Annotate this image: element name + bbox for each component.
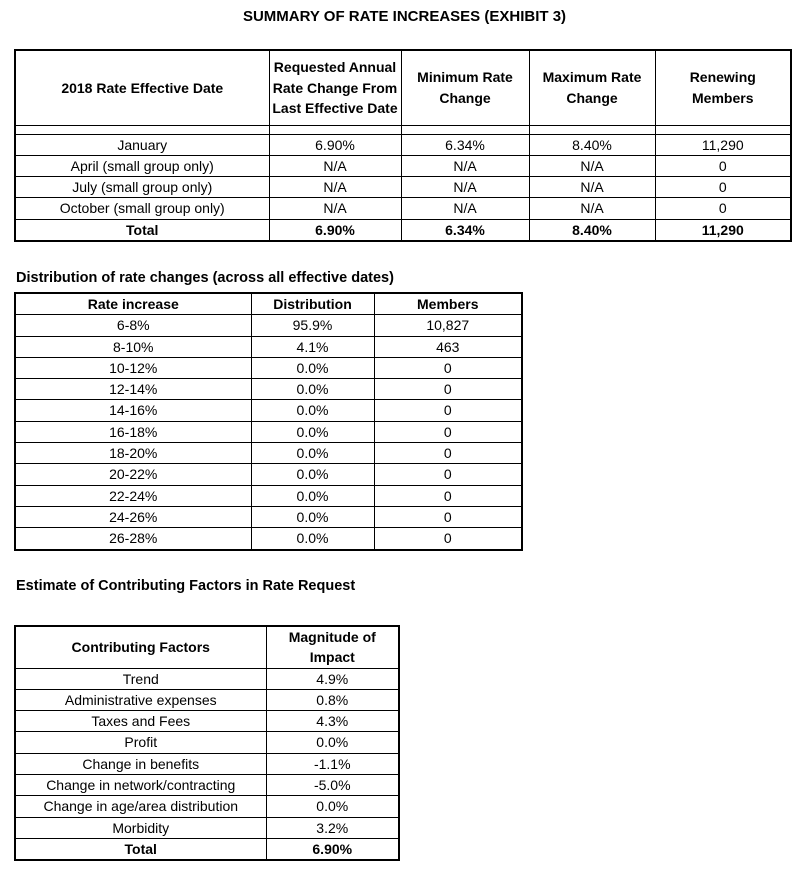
spacer-cell xyxy=(15,125,269,134)
spacer-cell xyxy=(401,125,529,134)
column-header-effective-date: 2018 Rate Effective Date xyxy=(15,50,269,125)
table-row-change-in-age-area xyxy=(15,796,399,817)
value-cell: N/A xyxy=(269,198,401,219)
row-label-cell: July (small group only) xyxy=(15,177,269,198)
value-cell: N/A xyxy=(401,177,529,198)
value-cell: 0.0% xyxy=(266,732,399,753)
row-label-cell: Total xyxy=(15,838,266,860)
row-label-cell: Total xyxy=(15,219,269,241)
value-cell: 10,827 xyxy=(374,315,522,336)
factors-section-title: Estimate of Contributing Factors in Rate Request xyxy=(16,578,356,594)
value-cell: 8.40% xyxy=(529,219,655,241)
header-row xyxy=(15,293,522,315)
value-cell: 0 xyxy=(374,528,522,550)
row-label-cell: 10-12% xyxy=(15,357,251,378)
table-row xyxy=(15,357,522,378)
row-label-cell: 12-14% xyxy=(15,379,251,400)
value-cell: N/A xyxy=(529,177,655,198)
value-cell: 0.0% xyxy=(251,421,374,442)
value-cell: 0.0% xyxy=(251,379,374,400)
value-cell: 463 xyxy=(374,336,522,357)
value-cell: 0 xyxy=(655,155,791,176)
total-row xyxy=(15,219,791,241)
spacer-cell xyxy=(269,125,401,134)
table-row-trend xyxy=(15,668,399,689)
table-row xyxy=(15,528,522,550)
table-row-july xyxy=(15,177,791,198)
header-row xyxy=(15,626,399,668)
value-cell: 0.8% xyxy=(266,689,399,710)
row-label-cell: Trend xyxy=(15,668,266,689)
value-cell: 95.9% xyxy=(251,315,374,336)
table-row xyxy=(15,506,522,527)
value-cell: 0.0% xyxy=(251,528,374,550)
value-cell: N/A xyxy=(401,155,529,176)
rate-change-distribution-table xyxy=(14,292,523,551)
table-row-april xyxy=(15,155,791,176)
value-cell: 0 xyxy=(374,443,522,464)
table-row xyxy=(15,421,522,442)
rate-increase-summary-table xyxy=(14,49,792,242)
value-cell: 0.0% xyxy=(251,464,374,485)
value-cell: 6.90% xyxy=(266,838,399,860)
document-title: SUMMARY OF RATE INCREASES (EXHIBIT 3) xyxy=(242,8,567,25)
value-cell: 0.0% xyxy=(251,485,374,506)
value-cell: 0 xyxy=(374,357,522,378)
table-row xyxy=(15,336,522,357)
value-cell: 0 xyxy=(655,198,791,219)
column-header-requested-change: Requested Annual Rate Change From Last Effective Date xyxy=(269,50,401,125)
value-cell: 11,290 xyxy=(655,219,791,241)
row-label-cell: 18-20% xyxy=(15,443,251,464)
column-header-renewing-members: Renewing Members xyxy=(655,50,791,125)
value-cell: N/A xyxy=(529,198,655,219)
value-cell: 4.1% xyxy=(251,336,374,357)
value-cell: 8.40% xyxy=(529,134,655,155)
value-cell: 6.90% xyxy=(269,134,401,155)
row-label-cell: Morbidity xyxy=(15,817,266,838)
table-row-january xyxy=(15,134,791,155)
value-cell: 0 xyxy=(655,177,791,198)
value-cell: 4.3% xyxy=(266,711,399,732)
value-cell: 11,290 xyxy=(655,134,791,155)
table-row xyxy=(15,443,522,464)
row-label-cell: October (small group only) xyxy=(15,198,269,219)
value-cell: N/A xyxy=(269,177,401,198)
value-cell: 0.0% xyxy=(251,357,374,378)
value-cell: 0.0% xyxy=(251,400,374,421)
column-header-members: Members xyxy=(374,293,522,315)
value-cell: 6.34% xyxy=(401,134,529,155)
row-label-cell: Profit xyxy=(15,732,266,753)
row-label-cell: 26-28% xyxy=(15,528,251,550)
column-header-maximum-change: Maximum Rate Change xyxy=(529,50,655,125)
row-label-cell: 24-26% xyxy=(15,506,251,527)
value-cell: N/A xyxy=(529,155,655,176)
table-row-taxes-and-fees xyxy=(15,711,399,732)
spacer-row xyxy=(15,125,791,134)
row-label-cell: Administrative expenses xyxy=(15,689,266,710)
column-header-magnitude-of-impact: Magnitude of Impact xyxy=(266,626,399,668)
value-cell: -5.0% xyxy=(266,775,399,796)
table-row xyxy=(15,379,522,400)
value-cell: 0 xyxy=(374,464,522,485)
value-cell: N/A xyxy=(401,198,529,219)
value-cell: 6.90% xyxy=(269,219,401,241)
value-cell: -1.1% xyxy=(266,753,399,774)
table-row-administrative-expenses xyxy=(15,689,399,710)
column-header-minimum-change: Minimum Rate Change xyxy=(401,50,529,125)
row-label-cell: 14-16% xyxy=(15,400,251,421)
value-cell: N/A xyxy=(269,155,401,176)
column-header-rate-increase: Rate increase xyxy=(15,293,251,315)
row-label-cell: 8-10% xyxy=(15,336,251,357)
row-label-cell: Change in age/area distribution xyxy=(15,796,266,817)
value-cell: 0.0% xyxy=(266,796,399,817)
column-header-distribution: Distribution xyxy=(251,293,374,315)
value-cell: 6.34% xyxy=(401,219,529,241)
value-cell: 4.9% xyxy=(266,668,399,689)
row-label-cell: Taxes and Fees xyxy=(15,711,266,732)
table-row xyxy=(15,464,522,485)
table-row-morbidity xyxy=(15,817,399,838)
value-cell: 0 xyxy=(374,400,522,421)
table-row xyxy=(15,315,522,336)
table-row xyxy=(15,400,522,421)
table-row-october xyxy=(15,198,791,219)
row-label-cell: Change in benefits xyxy=(15,753,266,774)
spacer-cell xyxy=(655,125,791,134)
table-row-change-in-network xyxy=(15,775,399,796)
value-cell: 0.0% xyxy=(251,443,374,464)
table-row-change-in-benefits xyxy=(15,753,399,774)
column-header-contributing-factors: Contributing Factors xyxy=(15,626,266,668)
value-cell: 3.2% xyxy=(266,817,399,838)
row-label-cell: 22-24% xyxy=(15,485,251,506)
value-cell: 0.0% xyxy=(251,506,374,527)
row-label-cell: 16-18% xyxy=(15,421,251,442)
table-row-profit xyxy=(15,732,399,753)
row-label-cell: January xyxy=(15,134,269,155)
value-cell: 0 xyxy=(374,485,522,506)
header-row xyxy=(15,50,791,125)
table-row xyxy=(15,485,522,506)
row-label-cell: 6-8% xyxy=(15,315,251,336)
spacer-cell xyxy=(529,125,655,134)
value-cell: 0 xyxy=(374,421,522,442)
row-label-cell: 20-22% xyxy=(15,464,251,485)
distribution-section-title: Distribution of rate changes (across all effective dates) xyxy=(16,270,394,286)
value-cell: 0 xyxy=(374,506,522,527)
total-row xyxy=(15,838,399,860)
row-label-cell: Change in network/contracting xyxy=(15,775,266,796)
contributing-factors-table xyxy=(14,625,400,861)
value-cell: 0 xyxy=(374,379,522,400)
row-label-cell: April (small group only) xyxy=(15,155,269,176)
